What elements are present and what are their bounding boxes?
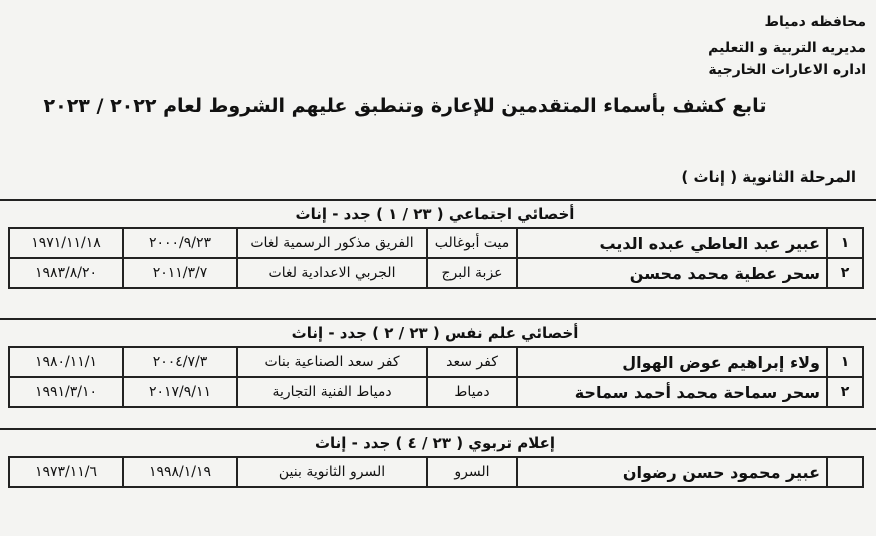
applicant-name: سحر سماحة محمد أحمد سماحة [517,377,827,407]
appointment-date: ٢٠١٧/٩/١١ [123,377,237,407]
applicants-table [8,227,864,289]
table-row [9,347,863,377]
appointment-date: ٢٠٠٠/٩/٢٣ [123,228,237,258]
applicant-city: كفر سعد [427,347,517,377]
birth-date: ١٩٨٠/١١/١ [9,347,123,377]
birth-date: ١٩٧٣/١١/٦ [9,457,123,487]
row-number: ٢ [827,377,863,407]
birth-date: ١٩٧١/١١/١٨ [9,228,123,258]
birth-date: ١٩٨٣/٨/٢٠ [9,258,123,288]
applicant-school: الفريق مذكور الرسمية لغات [237,228,427,258]
birth-date: ١٩٩١/٣/١٠ [9,377,123,407]
stage-label: المرحلة الثانوية ( إناث ) [681,168,856,186]
document-title: تابع كشف بأسماء المتقدمين للإعارة وتنطبق عليهم الشروط لعام ٢٠٢٢ / ٢٠٢٣ [43,95,767,117]
applicant-school: الجربي الاعدادية لغات [237,258,427,288]
table-row [9,377,863,407]
applicants-table [8,456,864,488]
section-divider [0,428,876,430]
row-number: ١ [827,228,863,258]
row-number: ٢ [827,258,863,288]
header-directorate: مديريه التربية و التعليم [708,40,866,56]
applicant-city: ميت أبوغالب [427,228,517,258]
section-heading: إعلام تربوي ( ٢٣ / ٤ ) جدد - إناث [314,434,556,452]
applicant-name: عبير عبد العاطي عبده الديب [517,228,827,258]
appointment-date: ٢٠١١/٣/٧ [123,258,237,288]
section-heading: أخصائي اجتماعي ( ٢٣ / ١ ) جدد - إناث [295,205,575,223]
section-divider [0,199,876,201]
applicant-name: سحر عطية محمد محسن [517,258,827,288]
applicant-city: عزبة البرج [427,258,517,288]
applicant-name: عبير محمود حسن رضوان [517,457,827,487]
header-department: اداره الاعارات الخارجية [708,62,866,78]
appointment-date: ٢٠٠٤/٧/٣ [123,347,237,377]
applicant-school: كفر سعد الصناعية بنات [237,347,427,377]
header-governorate: محافظه دمياط [764,14,866,30]
section-divider [0,318,876,320]
applicant-city: السرو [427,457,517,487]
applicants-table [8,346,864,408]
applicant-name: ولاء إبراهيم عوض الهوال [517,347,827,377]
applicant-school: دمياط الفنية التجارية [237,377,427,407]
applicant-city: دمياط [427,377,517,407]
applicant-school: السرو الثانوية بنين [237,457,427,487]
row-number [827,457,863,487]
row-number: ١ [827,347,863,377]
table-row [9,457,863,487]
table-row [9,228,863,258]
table-row [9,258,863,288]
section-heading: أخصائي علم نفس ( ٢٣ / ٢ ) جدد - إناث [291,324,579,342]
appointment-date: ١٩٩٨/١/١٩ [123,457,237,487]
